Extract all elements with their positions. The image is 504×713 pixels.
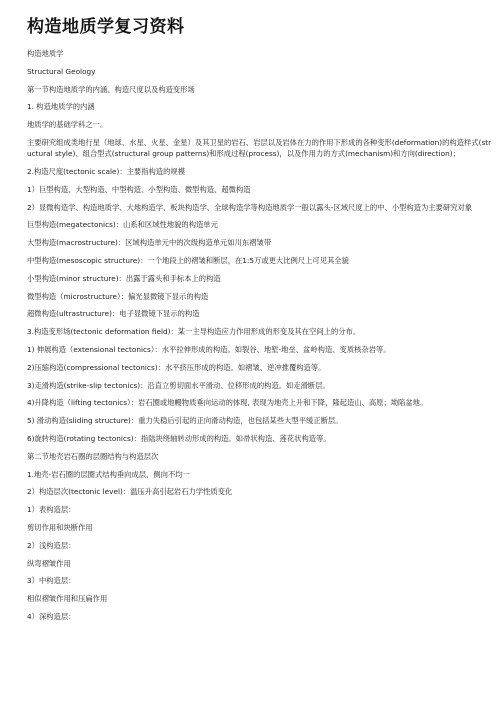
paragraph: 3)走滑构造(strike-slip tectonics)：沿直立剪切面水平滑动、位移形成的构造。如走滑断层。 (27, 380, 330, 390)
section-heading: 第一节构造地质学的内涵、构造尺度以及构造变形场 (27, 84, 195, 94)
paragraph: 6)旋转构造(rotating tectonics)：指陆块绕轴转动形成的构造。如帚状构造、莲花状构造等。 (27, 433, 331, 443)
paragraph: 2)压缩构造(compressional tectonics)：水平挤压形成的构造。如褶皱、逆冲推覆构造等。 (27, 362, 326, 372)
paragraph: 2）浅构造层： (27, 540, 76, 550)
paragraph: 中型构造(mesoscopic structure)：一个地段上的褶皱和断层，在1:5万或更大比例尺上可见其全貌 (27, 255, 349, 265)
paragraph: 1）表构造层： (27, 505, 76, 515)
paragraph: 2.构造尺度(tectonic scale)：主要指构造的规模 (27, 166, 185, 176)
section-heading: 第二节地壳岩石圈的层圈结构与构造层次 (27, 451, 159, 461)
paragraph: 4）深构造层： (27, 611, 76, 621)
paragraph: 纵弯褶皱作用 (27, 558, 71, 568)
paragraph: 小型构造(minor structure)：出露于露头和手标本上的构造 (27, 273, 221, 283)
paragraph: 2）构造层次(tectonic level)：温压升高引起岩石力学性质变化 (27, 487, 233, 497)
paragraph: 4)升降构造（lifting tectonics）：岩石圈或地幔物质垂向运动的体现, 表现为地壳上升和下降，隆起造山、高原；坳陷盆地。 (27, 398, 428, 408)
paragraph: 相似褶皱作用和压扁作用 (27, 594, 108, 604)
document-title: 构造地质学复习资料 (27, 17, 185, 37)
paragraph: 剪切作用和块断作用 (27, 522, 93, 532)
paragraph: 巨型构造(megatectonics)：山系和区域性地貌的构造单元 (27, 220, 218, 230)
paragraph: 微型构造（microstructure）：偏光显微镜下显示的构造 (27, 291, 209, 301)
paragraph: 1）巨型构造、大型构造、中型构造、小型构造、微型构造、超微构造 (27, 184, 251, 194)
paragraph: 地质学的基础学科之一。 (27, 120, 108, 130)
paragraph: 1.地壳-岩石圈的层圈式结构垂向成层、侧向不均一 (27, 469, 190, 479)
paragraph: 超微构造(ultrastructure)：电子显微镜下显示的构造 (27, 309, 200, 319)
paragraph: 5) 滑动构造(sliding structure)：重力失稳后引起的正向滑动构造，也包括某些大型平缓正断层。 (27, 416, 343, 426)
paragraph: 主要研究组成类地行星（地球、水星、火星、金星）及其卫星的岩石、岩层以及岩体在力的作用下形成的各种变形(deformation)的构造样式(structural style)、组合型式(structural group patterns)和形成过程(process)，以及作用力的方式(mechanism)和方向(direction)； (27, 137, 492, 159)
paragraph: 大型构造(macrostructure)：区域构造单元中的次级构造单元如川东褶皱带 (27, 238, 272, 248)
paragraph: 构造地质学 (27, 49, 64, 58)
paragraph: 1. 构造地质学的内涵 (27, 102, 95, 112)
paragraph: 3）中构造层： (27, 576, 76, 586)
paragraph: 2）显微构造学、构造地质学、大地构造学、板块构造学、全球构造学等构造地质学一般以露头-区域尺度上的中、小型构造为主要研究对象 (27, 202, 473, 212)
paragraph: 1) 伸展构造（extensional tectonics）：水平拉伸形成的构造。如裂谷、地堑-地垒、盆岭构造、变质核杂岩等。 (27, 344, 391, 354)
paragraph: Structural Geology (27, 66, 96, 76)
paragraph: 3.构造变形场(tectonic deformation field)：某一主导构造应力作用形成的形变及其在空间上的分布。 (27, 327, 361, 337)
